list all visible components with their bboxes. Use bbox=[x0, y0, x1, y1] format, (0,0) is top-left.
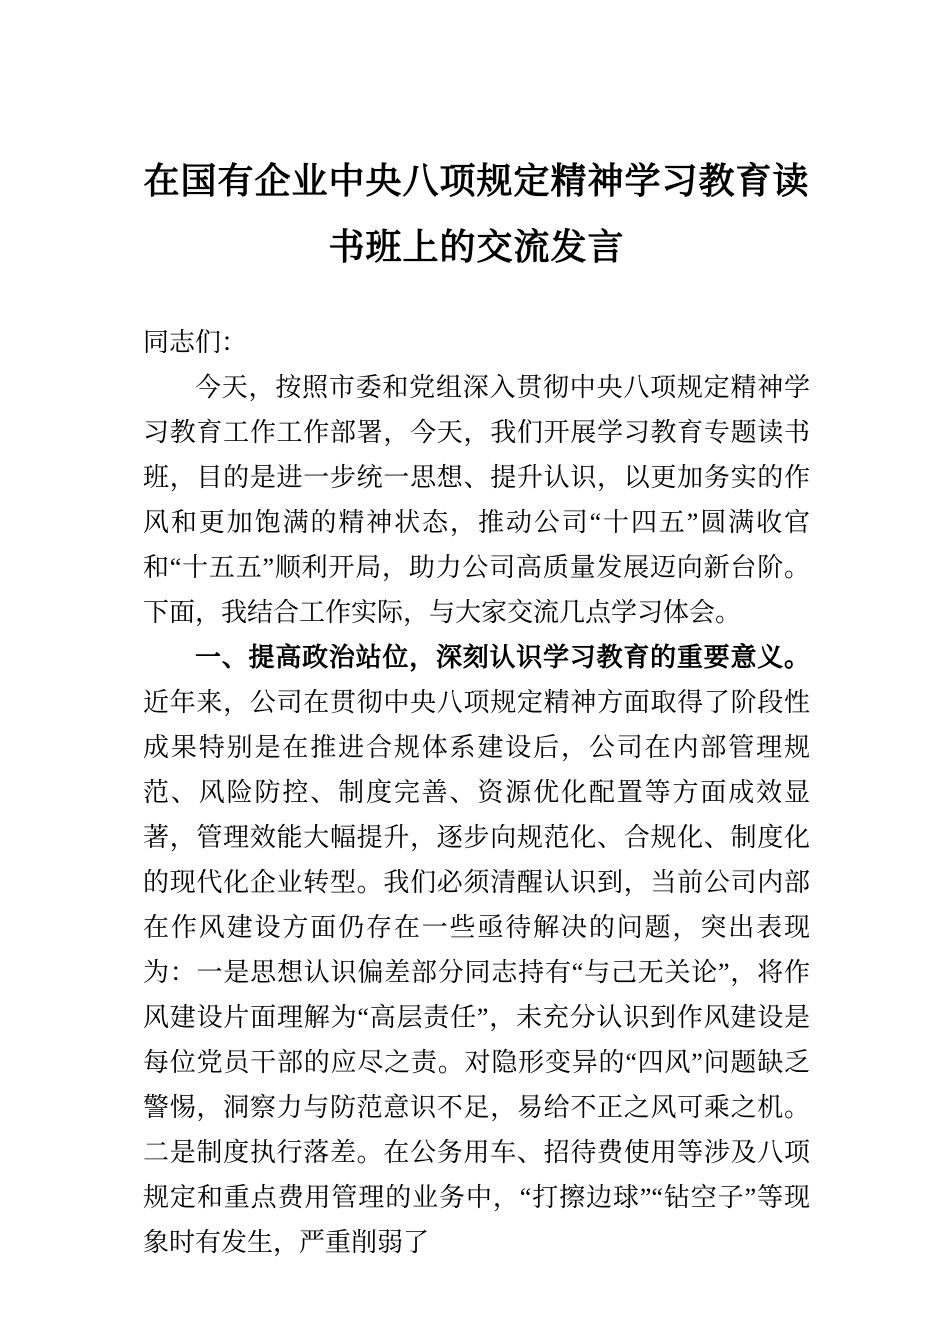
section1-heading: 一、提高政治站位，深刻认识学习教育的重要意义。 bbox=[195, 642, 810, 672]
document-title bbox=[143, 148, 810, 280]
section1-paragraph bbox=[143, 635, 810, 1265]
salutation: 同志们： bbox=[143, 328, 248, 357]
document-content bbox=[143, 148, 810, 1265]
document-title-line1: 在国有企业中央八项规定精神学习教育读 bbox=[143, 161, 810, 201]
section1-body-text: 近年来，公司在贯彻中央八项规定精神方面取得了阶段性成果特别是在推进合规体系建设后，公司在内部管理规范、风险防控、制度完善、资源优化配置等方面成效显著，管理效能大幅提升，逐步向规范化、合规化、制度化的现代化企业转型。我们必须清醒认识到，当前公司内部在作风建设方面仍存在一些亟待解决的问题，突出表现为：一是思想认识偏差部分同志持有“与己无关论”，将作风建设片面理解为“高层责任”，未充分认识到作风建设是每位党员干部的应尽之责。对隐形变异的“四风”问题缺乏警惕，洞察力与防范意识不足，易给不正之风可乘之机。二是制度执行落差。在公务用车、招待费使用等涉及八项规定和重点费用管理的业务中，“打擦边球”“钻空子”等现象时有发生，严重削弱了 bbox=[143, 688, 810, 1257]
document-body bbox=[143, 320, 810, 1265]
intro-paragraph: 今天，按照市委和党组深入贯彻中央八项规定精神学习教育工作工作部署，今天，我们开展学习教育专题读书班，目的是进一步统一思想、提升认识，以更加务实的作风和更加饱满的精神状态，推动公司“十四五”圆满收官和“十五五”顺利开局，助力公司高质量发展迈向新台阶。下面，我结合工作实际，与大家交流几点学习体会。 bbox=[143, 373, 810, 627]
document-title-line2: 书班上的交流发言 bbox=[328, 227, 625, 267]
